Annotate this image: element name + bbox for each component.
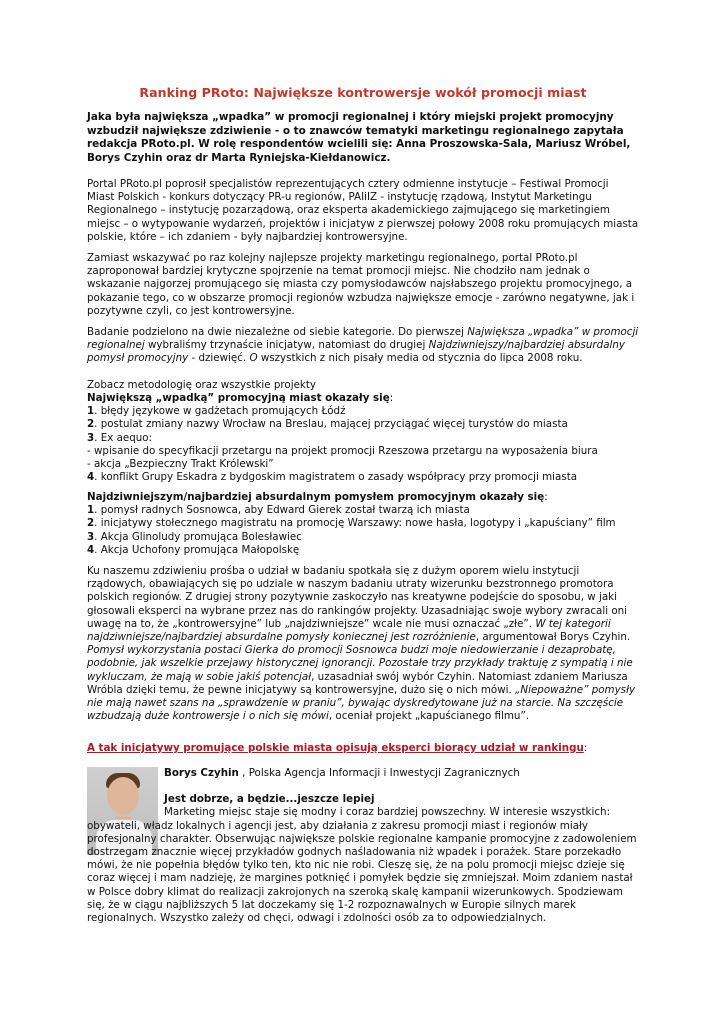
category-1-subitem: - wpisanie do specyfikacji przetargu na projekt promocji Rzeszowa przetargu na wyposażenia biura xyxy=(87,444,598,457)
category-1 xyxy=(87,392,639,484)
category-2-item: 2. inicjatywy stołecznego magistratu na promocję Warszawy: nowe hasła, logotypy i „kapuściany” film xyxy=(87,517,616,530)
category-2-item: 4. Akcja Uchofony promująca Małopolskę xyxy=(87,543,300,556)
category-1-item: 3. Ex aequo: xyxy=(87,431,153,444)
category-2-item: 3. Akcja Glinoludy promująca Bolesławiec xyxy=(87,530,302,543)
article-title: Ranking PRoto: Największe kontrowersje wokół promocji miast xyxy=(139,85,587,100)
category-1-subitem: - akcja „Bezpieczny Trakt Królewski” xyxy=(87,458,274,471)
category-2-item: 1. pomysł radnych Sosnowca, aby Edward Gierek został twarzą ich miasta xyxy=(87,504,470,517)
paragraph-4: Ku naszemu zdziwieniu prośba o udział w badaniu spotkała się z dużym oporem wielu instytucji rządowych, obawiających się po udziale w naszym badaniu utraty wizerunku bezstronnego promotora polskich regionów. Z drugiej strony pozytywnie zaskoczyło nas kreatywne podejście do sposobu, w jaki głosowali eksperci na wybrane przez nas do rankingów projekty. Uzasadniając swoje wybory zwracali oni uwagę na to, że „kontrowersyjne” lub „najdziwniejsze” wcale nie musi oznaczać „złe”. W tej kategorii najdziwniejsze/najbardziej absurdalne pomysły koniecznej jest rozróżnienie, argumentował Borys Czyhin. Pomysł wykorzystania postaci Gierka do promocji Sosnowca budzi moje niedowierzanie i dezaprobatę, podobnie, jak wszelkie przejawy historycznej ignorancji. Pozostałe trzy przykłady traktuję z sympatią i nie wykluczam, że mają w sobie jakiś potencjał, uzasadniał swój wybór Czyhin. Natomiast zdaniem Mariusza Wróbla dzięki temu, że pewne inicjatywy są kontrowersyjne, dużo się o nich mówi. „Niepoważne” pomysły nie mają nawet szans na „sprawdzenie w praniu”, bywając dyskredytowane już na starcie. Na szczęście wzbudzają duże kontrowersje i o nich się mówi, oceniał projekt „kapuścianego filmu”. xyxy=(87,565,636,723)
paragraph-1: Portal PRoto.pl poprosił specjalistów reprezentujących cztery odmienne instytucje – Festiwal Promocji Miast Polskich - konkurs dotyczący PR-u regionów, PAIiIZ - instytucję rządową, Instytut Marketingu Regionalnego – instytucję pozarządową, oraz eksperta akademickiego zajmującego się marketingiem miejsc – o wytypowanie wydarzeń, projektów i inicjatyw z pierwszej połowy 2008 roku promujących miasta polskie, które – ich zdaniem - były najbardziej kontrowersyjne. xyxy=(87,178,639,243)
category-1-item: 1. błędy językowe w gadżetach promujących Łódź xyxy=(87,405,346,418)
category-1-item: 4. konflikt Grupy Eskadra z bydgoskim magistratem o zasady współpracy przy promocji miasta xyxy=(87,471,578,484)
category-2 xyxy=(87,491,639,557)
methodology-link[interactable]: Zobacz metodologię oraz wszystkie projekty xyxy=(87,379,317,391)
category-2-heading: Najdziwniejszym/najbardziej absurdalnym pomysłem promocyjnym okazały się: xyxy=(87,491,548,503)
expert-body: Marketing miejsc staje się modny i coraz bardziej powszechny. W interesie wszystkich: obywateli, władz lokalnych i agencji jest, aby działania z zakresu promocji miast i regionów miały profesjonalny charakter. Obserwując największe polskie regionalne kampanie promocyjne z zadowoleniem dostrzegam znacznie więcej przykładów godnych naśladowania niż wpadek i porażek. Stare porzekadło mówi, że nie popełnia błędów tylko ten, kto nic nie robi. Cieszę się, że na polu promocji miejsc dzieje się coraz więcej i mam nadzieję, że margines potknięć i pomyłek będzie się zmniejszał. Moim zdaniem nastał w Polsce dobry klimat do realizacji zakrojonych na szeroką skalę kampanii wizerunkowych. Spodziewam się, że w ciągu najbliższych 5 lat doczekamy się 1-2 rozpoznawalnych w Europie silnych marek regionalnych. Wszystko zależy od chęci, odwagi i zdolności osób za to odpowiedzialnych. xyxy=(87,806,637,925)
paragraph-3: Badanie podzielono na dwie niezależne od siebie kategorie. Do pierwszej Największa „wpadka” w promocji regionalnej wybraliśmy trzynaście inicjatyw, natomiast do drugiej Najdziwniejszy/najbardziej absurdalny pomysł promocyjny - dziewięć. O wszystkich z nich pisały media od stycznia do lipca 2008 roku. xyxy=(87,326,639,365)
experts-heading: A tak inicjatywy promujące polskie miasta opisują eksperci biorący udział w rankingu: xyxy=(87,742,588,754)
paragraph-2: Zamiast wskazywać po raz kolejny najlepsze projekty marketingu regionalnego, portal PRoto.pl zaproponował bardziej krytyczne spojrzenie na temat promocji miejsc. Nie chodziło nam jednak o wskazanie najgorzej promującego się miasta czy pomysłodawców najsłabszego projektu promocyjnego, a pokazanie tego, co w obszarze promocji regionów wzbudza największe emocje - zarówno negatywne, jak i pozytywne czyli, co jest kontrowersyjne. xyxy=(87,252,635,317)
expert-section xyxy=(87,767,639,925)
category-1-item: 2. postulat zmiany nazwy Wrocław na Breslau, mającej przyciągać więcej turystów do miasta xyxy=(87,418,568,431)
intro-lead: Jaka była największa „wpadka” w promocji regionalnej i który miejski projekt promocyjny wzbudził największe zdziwienie - o to znawców tematyki marketingu regionalnego zapytała redakcja PRoto.pl. W rolę respondentów wcielili się: Anna Proszowska-Sala, Mariusz Wróbel, Borys Czyhin oraz dr Marta Ryniejska-Kiełdanowicz. xyxy=(87,111,631,164)
expert-name-line: Borys Czyhin , Polska Agencja Informacji i Inwestycji Zagranicznych xyxy=(164,767,520,779)
expert-subtitle: Jest dobrze, a będzie...jeszcze lepiej xyxy=(164,793,375,806)
category-1-heading: Największą „wpadką” promocyjną miast okazały się: xyxy=(87,392,394,404)
